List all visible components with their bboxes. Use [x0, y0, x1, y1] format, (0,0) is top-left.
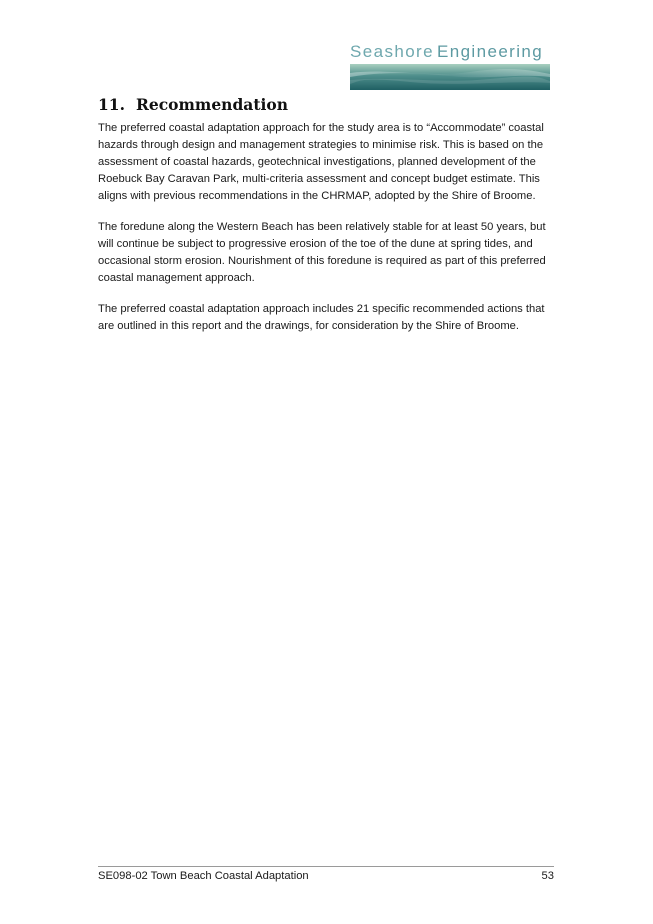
body-paragraph-2: The foredune along the Western Beach has been relatively stable for at least 50 years, but will continue be subject to progressive erosion of the toe of the dune at spring tides, and occasional storm erosion. Nourishment of this foredune is required as part of this preferred coastal management approach. [98, 221, 546, 284]
section-number: 11. [98, 95, 125, 114]
body-paragraph-3: The preferred coastal adaptation approach includes 21 specific recommended actions that are outlined in this report and the drawings, for consideration by the Shire of Broome. [98, 303, 545, 332]
section-title: Recommendation [136, 95, 288, 114]
logo-word-seashore: Seashore [350, 42, 434, 61]
body-paragraph-1: The preferred coastal adaptation approach for the study area is to “Accommodate” coastal hazards through design and management strategies to minimise risk. This is based on the assessment of coastal hazards, geotechnical investigations, planned development of the Roebuck Bay Caravan Park, multi-criteria assessment and concept budget estimate. This aligns with previous recommendations in the CHRMAP, adopted by the Shire of Broome. [98, 122, 544, 202]
footer-page-number: 53 [541, 870, 554, 882]
footer-divider [98, 866, 554, 867]
logo-wave-band [350, 64, 550, 90]
footer-document-id: SE098-02 Town Beach Coastal Adaptation [98, 870, 309, 882]
section-heading [98, 95, 288, 114]
company-logo [350, 42, 550, 90]
logo-word-engineering: Engineering [436, 42, 544, 61]
logo-wordmark [350, 42, 543, 62]
